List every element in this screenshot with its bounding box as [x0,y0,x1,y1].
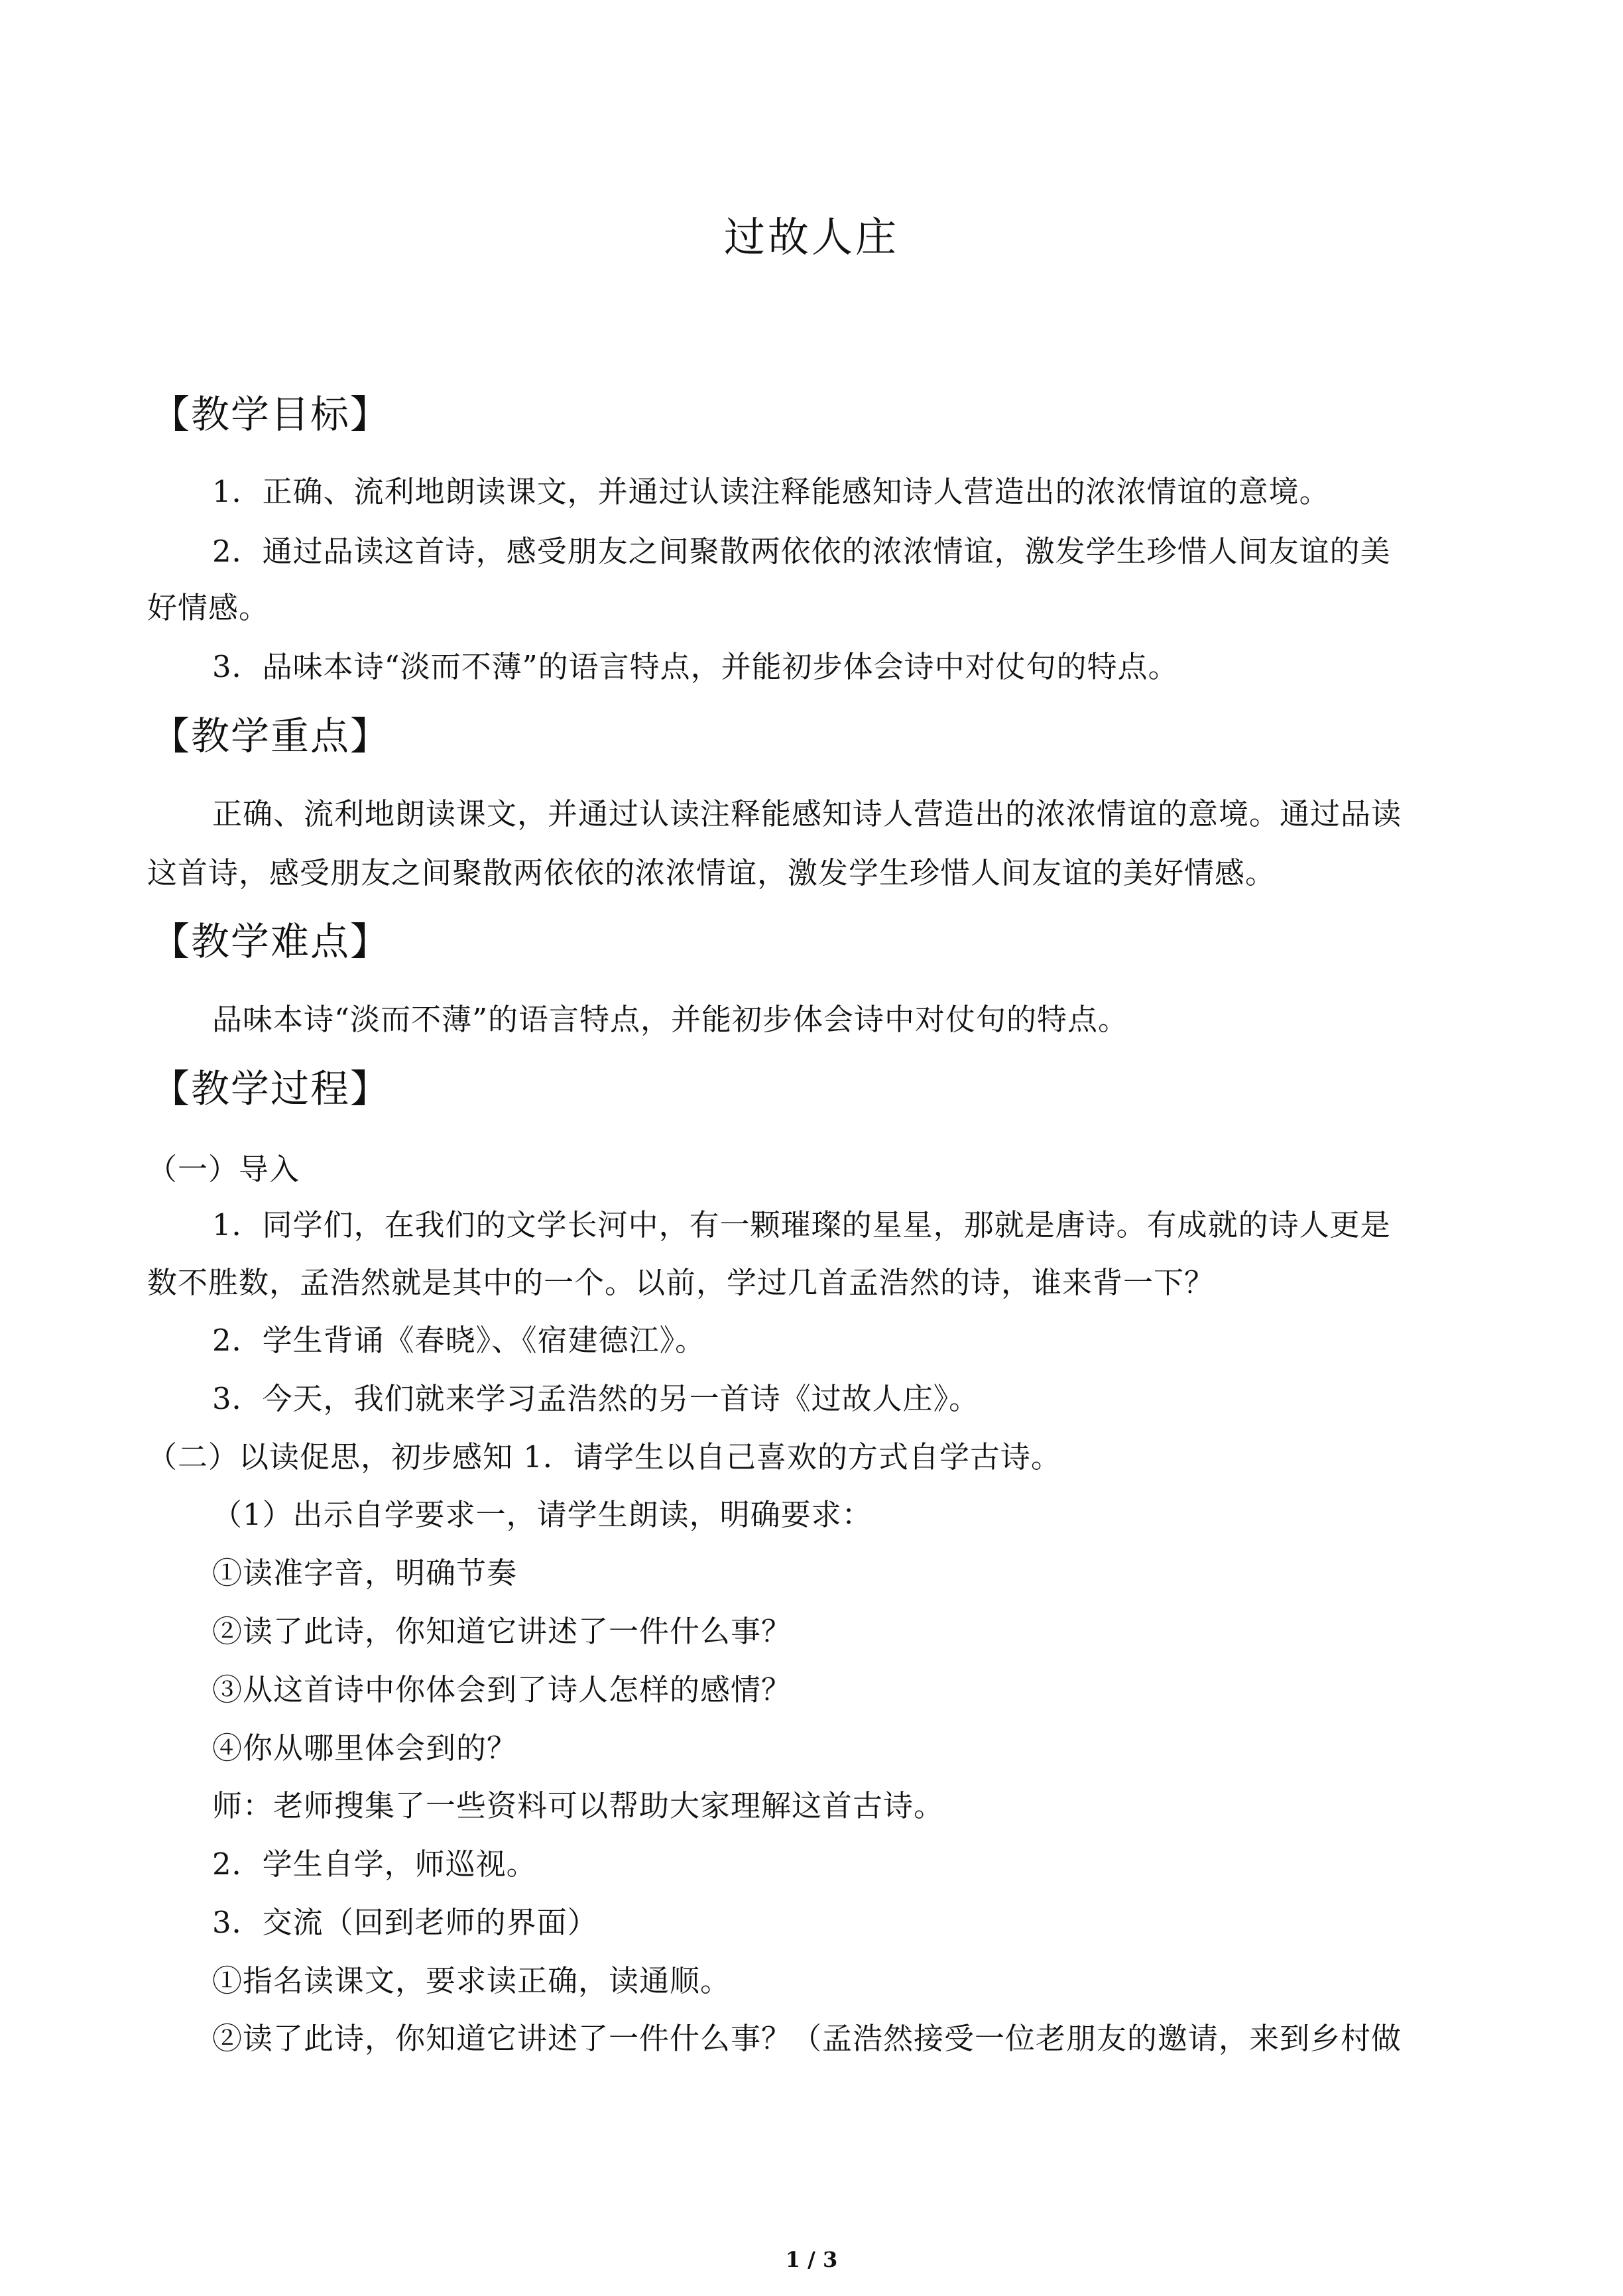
process-line-4: 2．学生背诵《春晓》、《宿建德江》。 [212,1323,706,1358]
page-number: 1 / 3 [785,2247,838,2272]
difficulties-line-1: 品味本诗“淡而不薄”的语言特点，并能初步体会诗中对仗句的特点。 [212,1002,1129,1037]
process-line-10: ③从这首诗中你体会到了诗人怎样的感情？ [212,1672,792,1707]
section-heading-process: 【教学过程】 [151,1066,391,1111]
process-line-9: ②读了此诗，你知道它讲述了一件什么事？ [212,1614,792,1649]
process-line-8: ①读准字音，明确节奏 [212,1555,518,1591]
goals-line-2: 2．通过品读这首诗，感受朋友之间聚散两依依的浓浓情谊，激发学生珍惜人间友谊的美 [212,534,1391,569]
process-line-16: ②读了此诗，你知道它讲述了一件什么事？（孟浩然接受一位老朋友的邀请，来到乡村做 [212,2021,1402,2056]
process-line-14: 3．交流（回到老师的界面） [212,1905,598,1940]
key-points-line-2: 这首诗，感受朋友之间聚散两依依的浓浓情谊，激发学生珍惜人间友谊的美好情感。 [147,855,1276,890]
process-line-7: （1）出示自学要求一，请学生朗读，明确要求： [212,1497,872,1532]
process-line-1: （一）导入 [147,1152,300,1187]
process-line-6: （二）以读促思，初步感知 1．请学生以自己喜欢的方式自学古诗。 [147,1439,1061,1475]
process-line-3: 数不胜数，孟浩然就是其中的一个。以前，学过几首孟浩然的诗，谁来背一下？ [147,1265,1215,1300]
goals-line-1: 1．正确、流利地朗读课文，并通过认读注释能感知诗人营造出的浓浓情谊的意境。 [212,474,1330,509]
section-heading-key-points: 【教学重点】 [151,713,391,758]
process-line-15: ①指名读课文，要求读正确，读通顺。 [212,1963,731,1998]
process-line-13: 2．学生自学，师巡视。 [212,1846,537,1882]
process-line-11: ④你从哪里体会到的？ [212,1730,518,1766]
page-title: 过故人庄 [723,213,899,261]
process-line-2: 1．同学们，在我们的文学长河中，有一颗璀璨的星星，那就是唐诗。有成就的诗人更是 [212,1207,1391,1242]
section-heading-goals: 【教学目标】 [151,392,391,437]
process-line-12: 师：老师搜集了一些资料可以帮助大家理解这首古诗。 [212,1788,945,1823]
goals-line-3: 好情感。 [147,590,270,625]
key-points-line-1: 正确、流利地朗读课文，并通过认读注释能感知诗人营造出的浓浓情谊的意境。通过品读 [212,796,1402,831]
section-heading-difficulties: 【教学难点】 [151,919,391,964]
process-line-5: 3．今天，我们就来学习孟浩然的另一首诗《过故人庄》。 [212,1381,980,1416]
goals-line-4: 3．品味本诗“淡而不薄”的语言特点，并能初步体会诗中对仗句的特点。 [212,649,1179,684]
